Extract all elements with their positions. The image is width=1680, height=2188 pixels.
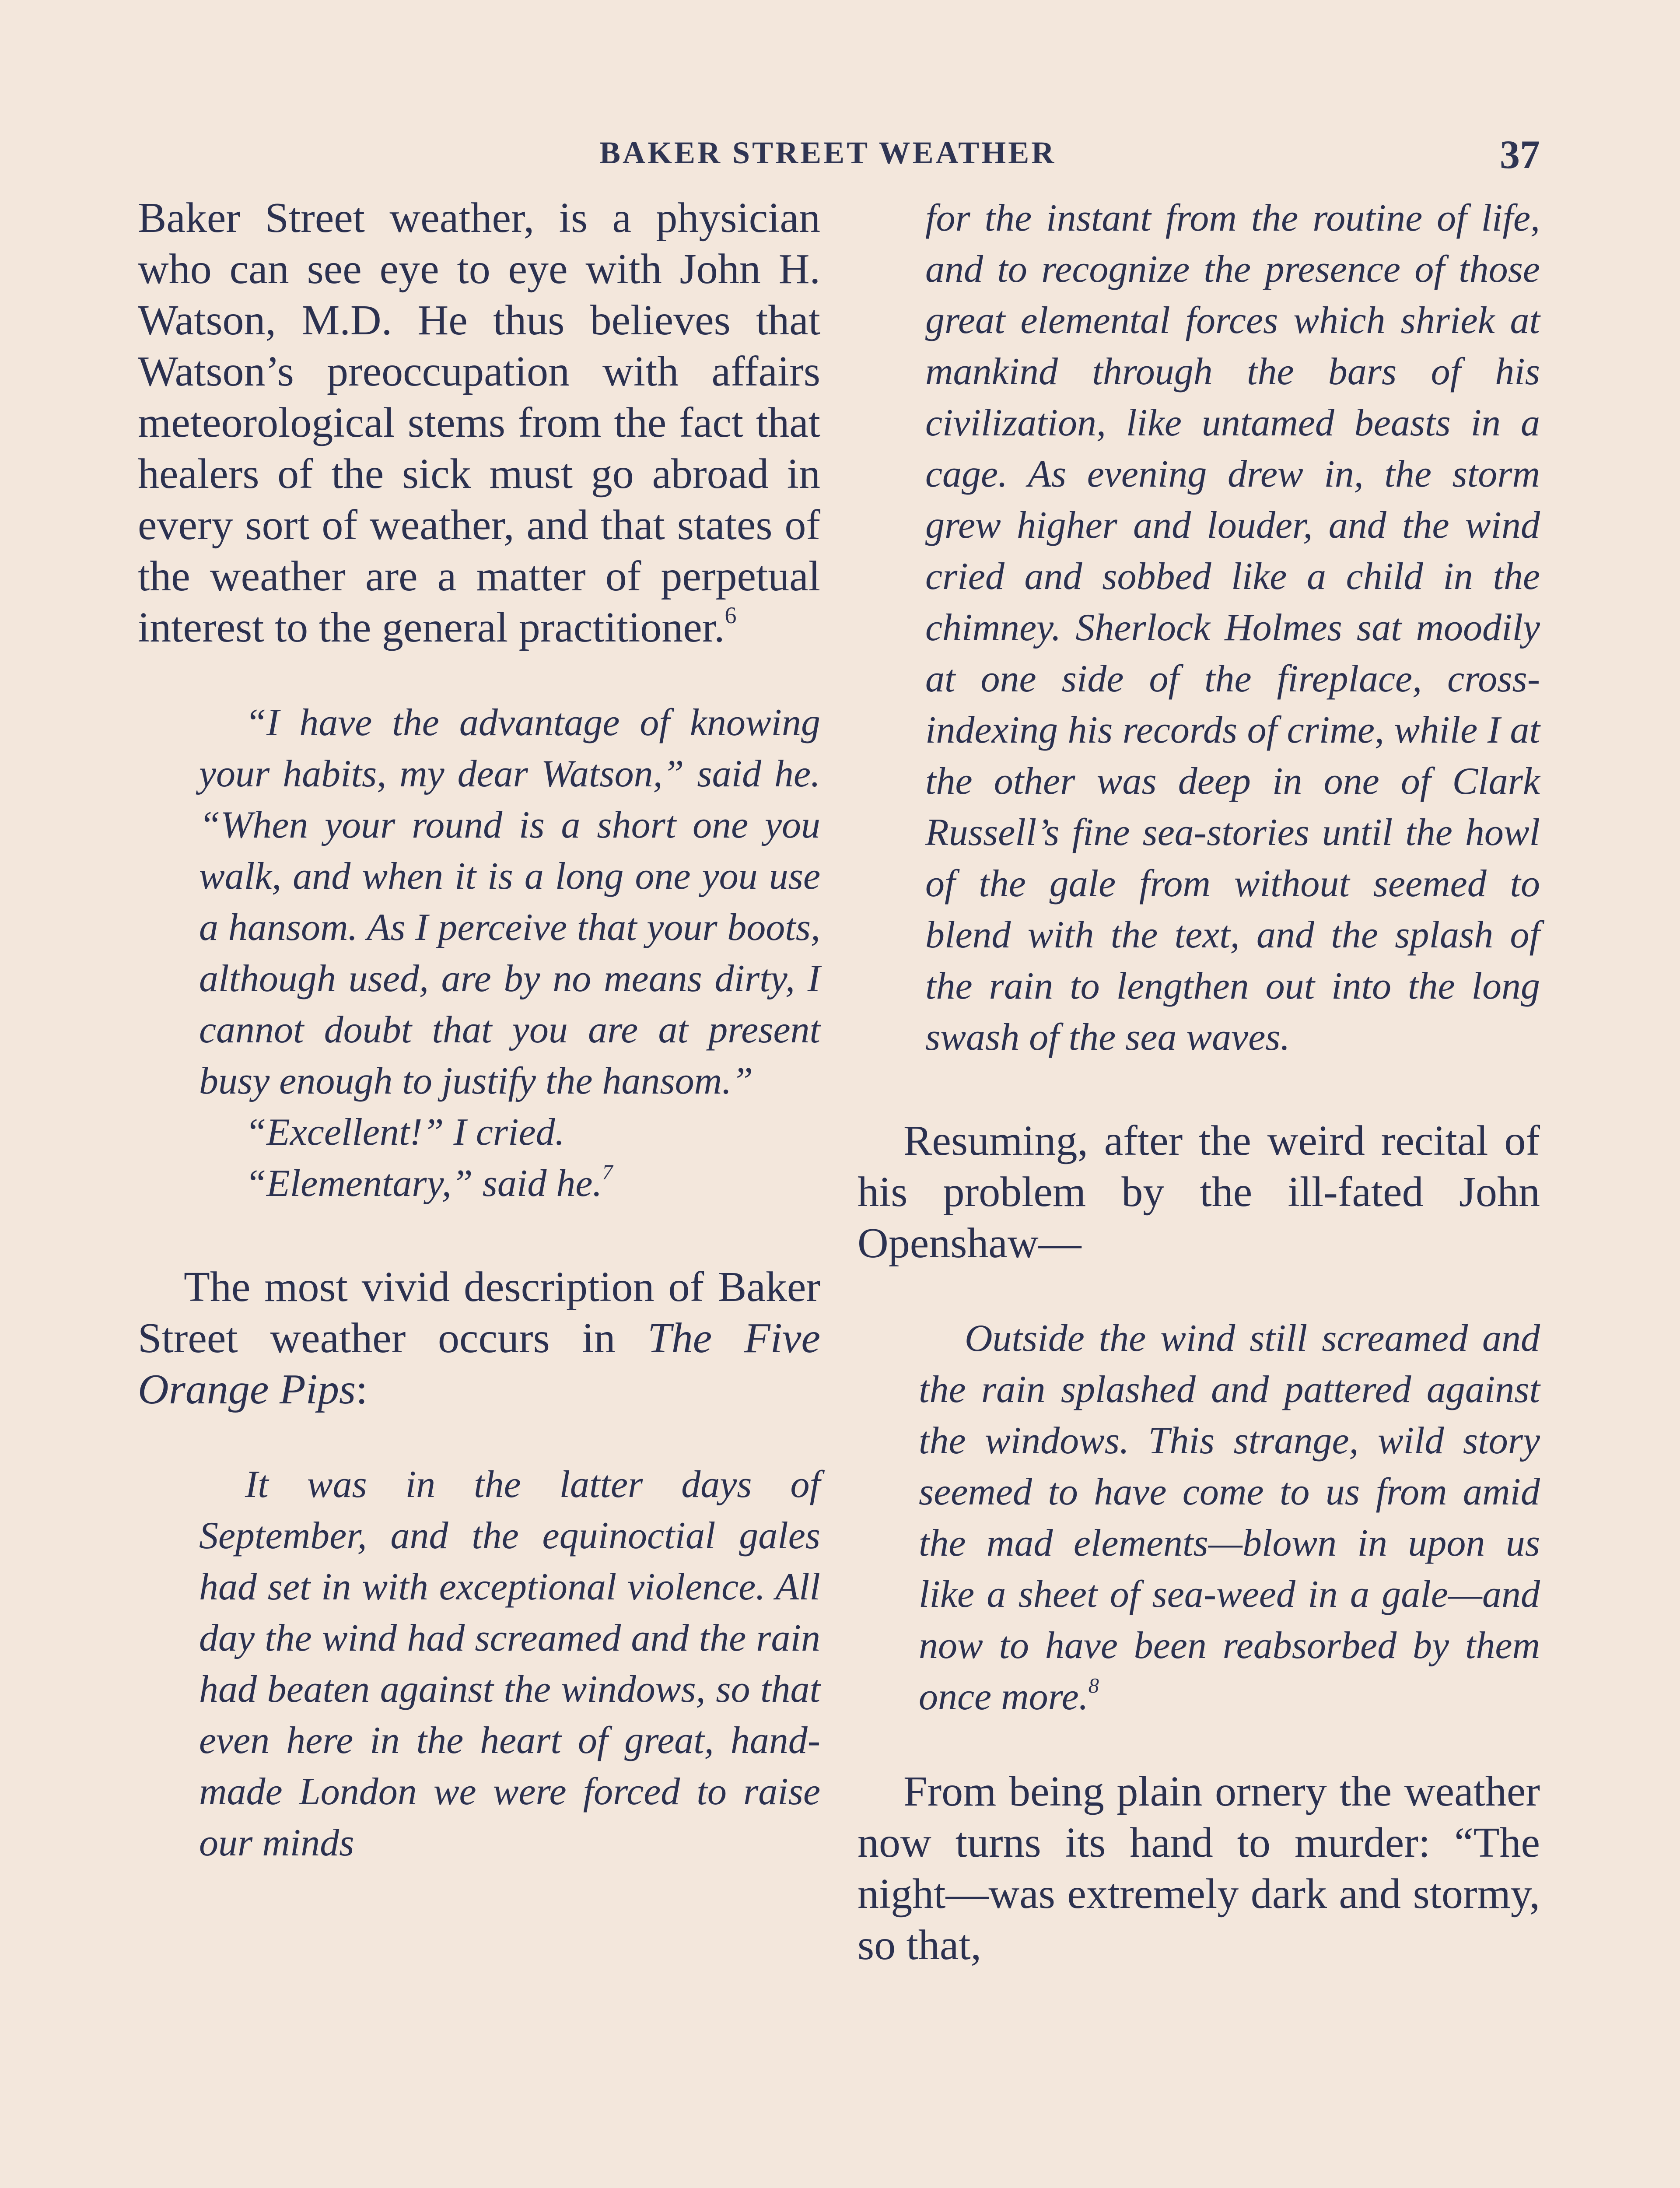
page-header bbox=[0, 131, 1680, 184]
paragraph-resuming: Resuming, after the weird recital of his problem by the ill-fated John Openshaw— bbox=[858, 1117, 1540, 1267]
paragraph-ornery-weather: From being plain ornery the weather now turns its hand to murder: “The night—was extremely dark and stormy, so that, bbox=[858, 1768, 1540, 1969]
footnote-ref-8: 8 bbox=[1088, 1674, 1099, 1698]
quote-excellent: “Excellent!” I cried. bbox=[245, 1111, 565, 1154]
quote-block-storm bbox=[925, 193, 1540, 1063]
quote-block-outside bbox=[919, 1313, 1540, 1722]
footnote-ref-6: 6 bbox=[724, 602, 737, 629]
footnote-ref-7: 7 bbox=[602, 1161, 613, 1185]
book-title-five-orange-pips: The Five Orange Pips bbox=[138, 1315, 820, 1413]
quote-outside-wind: Outside the wind still screamed and the rain splashed and pattered against the windows. This strange, wild story seemed to have come to us from amid the mad elements—blown in upon us like a sheet of sea-weed in a gale—and now to have been reabsorbed by them once more.$^8$ bbox=[919, 1317, 1540, 1718]
running-head: BAKER STREET WEATHER bbox=[599, 135, 1057, 170]
right-column bbox=[858, 193, 1540, 1971]
paragraph-physician: Baker Street weather, is a physician who can see eye to eye with John H. Watson, M.D. He thus believes that Watson’s preoccupation with affairs meteorological stems from the fact that healers of the sick must go abroad in every sort of weather, and that states of the weather are a matter of perpetual interest to the general practitioner.$^6$ bbox=[138, 194, 820, 651]
page-number: 37 bbox=[1500, 132, 1540, 177]
left-column bbox=[138, 193, 820, 1869]
quote-block-boots bbox=[199, 697, 820, 1209]
paragraph-vivid-description: The most vivid description of Baker Street weather occurs in The Five Orange Pips: bbox=[138, 1263, 820, 1413]
quote-storm-continued: for the instant from the routine of life, and to recognize the presence of those great elemental forces which shriek at mankind through the bars of his civilization, like untamed beasts in a cage. As evening drew in, the storm grew higher and louder, and the wind cried and sobbed like a child in the chimney. Sherlock Holmes sat moodily at one side of the fireplace, cross-indexing his records of crime, while I at the other was deep in one of Clark Russell’s fine sea-stories until the howl of the gale from without seemed to blend with the text, and the splash of the rain to lengthen out into the long swash of the sea waves. bbox=[925, 197, 1540, 1059]
quote-block-equinoctial bbox=[199, 1459, 820, 1869]
quote-equinoctial-gales: It was in the latter days of September, and the equinoctial gales had set in with exceptional violence. All day the wind had screamed and the rain had beaten against the windows, so that even here in the heart of great, hand-made London we were forced to raise our minds bbox=[199, 1463, 820, 1864]
quote-hansom: “I have the advantage of knowing your habits, my dear Watson,” said he. “When your round is a short one you walk, and when it is a long one you use a hansom. As I perceive that your boots, although used, are by no means dirty, I cannot doubt that you are at present busy enough to justify the hansom.” bbox=[199, 701, 820, 1102]
quote-elementary: “Elementary,” said he.$^7$ bbox=[245, 1161, 613, 1205]
